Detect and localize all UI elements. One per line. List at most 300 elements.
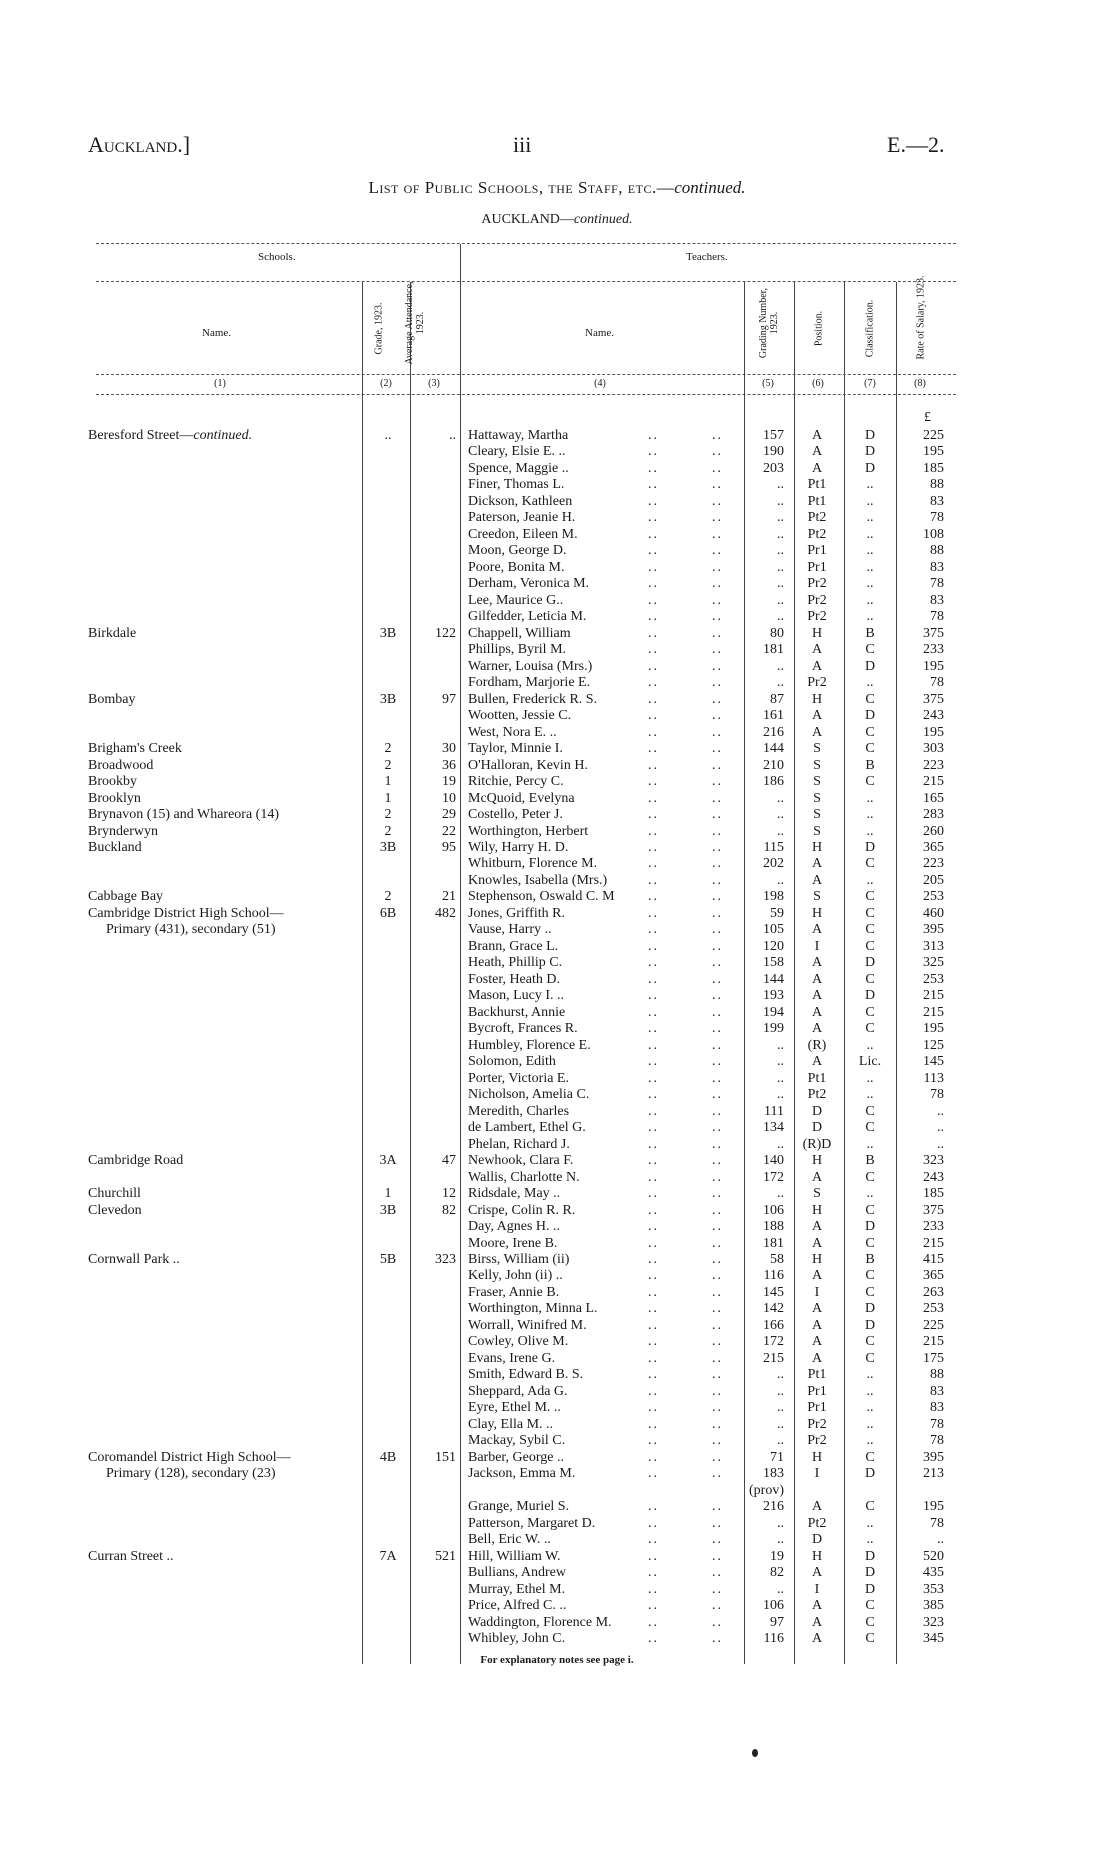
leader-dots: .. xyxy=(712,1070,723,1086)
col-number: (2) xyxy=(380,378,392,389)
position-cell: A xyxy=(811,1301,823,1317)
grade-cell: 1 xyxy=(384,774,392,790)
grading-cell: .. xyxy=(777,1383,784,1399)
leader-dots: .. xyxy=(648,1136,659,1152)
school-name: Curran Street .. xyxy=(88,1548,174,1564)
position-cell: (R) xyxy=(807,1037,827,1053)
leader-dots: .. xyxy=(648,905,659,921)
rate-cell: 323 xyxy=(923,1153,944,1169)
teacher-name: Heath, Phillip C. xyxy=(468,955,563,971)
rate-cell: 253 xyxy=(923,1301,944,1317)
leader-dots: .. xyxy=(712,1120,723,1136)
teacher-name: Fraser, Annie B. xyxy=(468,1284,560,1300)
leader-dots: .. xyxy=(648,1284,659,1300)
leader-dots: .. xyxy=(648,1169,659,1185)
grading-cell: 172 xyxy=(763,1334,784,1350)
table-row xyxy=(0,1005,1114,1021)
table-row xyxy=(0,1038,1114,1054)
table-row xyxy=(0,1153,1114,1169)
leader-dots: .. xyxy=(712,1054,723,1070)
table-row xyxy=(0,428,1114,444)
position-cell: A xyxy=(811,1169,823,1185)
grading-cell: .. xyxy=(777,576,784,592)
leader-dots: .. xyxy=(712,757,723,773)
table-row xyxy=(0,1466,1114,1482)
leader-dots: .. xyxy=(648,1268,659,1284)
grading-cell: 80 xyxy=(770,625,784,641)
classification-cell: C xyxy=(865,1021,875,1037)
rate-cell: 215 xyxy=(923,988,944,1004)
teacher-name: Evans, Irene G. xyxy=(468,1350,556,1366)
position-cell: H xyxy=(811,625,823,641)
classification-cell: .. xyxy=(866,526,874,542)
grading-cell: 210 xyxy=(763,757,784,773)
teacher-name: Whitburn, Florence M. xyxy=(468,856,598,872)
rate-cell: 375 xyxy=(923,625,944,641)
classification-cell: B xyxy=(865,625,875,641)
leader-dots: .. xyxy=(712,922,723,938)
classification-cell: C xyxy=(865,774,875,790)
position-cell: A xyxy=(811,922,823,938)
grading-cell: 71 xyxy=(770,1449,784,1465)
grading-cell: 58 xyxy=(770,1252,784,1267)
table-row xyxy=(0,494,1114,510)
classification-cell: C xyxy=(865,1268,875,1284)
leader-dots: .. xyxy=(648,543,659,559)
position-cell: A xyxy=(811,1054,823,1070)
rate-cell: .. xyxy=(937,1103,944,1119)
classification-cell: .. xyxy=(866,1532,874,1548)
classification-cell: D xyxy=(864,428,876,443)
classification-cell: C xyxy=(865,724,875,740)
classification-cell: D xyxy=(864,1317,876,1333)
leader-dots: .. xyxy=(648,1449,659,1465)
position-cell: Pr1 xyxy=(807,1400,827,1416)
leader-dots: .. xyxy=(712,1598,723,1614)
leader-dots: .. xyxy=(648,1301,659,1317)
position-cell: A xyxy=(811,1219,823,1235)
rate-cell: 233 xyxy=(923,1219,944,1235)
classification-cell: D xyxy=(864,444,876,460)
grading-cell: 157 xyxy=(763,428,784,443)
rate-cell: 253 xyxy=(923,971,944,987)
rate-cell: 233 xyxy=(923,642,944,658)
rate-cell: 225 xyxy=(923,1317,944,1333)
rate-cell: 323 xyxy=(923,1614,944,1630)
leader-dots: .. xyxy=(712,774,723,790)
leader-dots: .. xyxy=(712,1087,723,1103)
grading-cell: .. xyxy=(777,493,784,509)
leader-dots: .. xyxy=(712,1103,723,1119)
table-row xyxy=(0,939,1114,955)
col-number: (3) xyxy=(428,378,440,389)
rate-cell: 78 xyxy=(930,1087,944,1103)
table-row xyxy=(0,906,1114,922)
table-row xyxy=(0,1582,1114,1598)
leader-dots: .. xyxy=(648,823,659,839)
leader-dots: .. xyxy=(648,1334,659,1350)
leader-dots: .. xyxy=(648,1004,659,1020)
leader-dots: .. xyxy=(648,1235,659,1251)
rate-cell: 395 xyxy=(923,922,944,938)
grading-cell: 116 xyxy=(763,1631,784,1647)
position-cell: S xyxy=(813,741,821,757)
grading-cell: 181 xyxy=(763,642,784,658)
teacher-name: Dickson, Kathleen xyxy=(468,493,573,509)
classification-cell: B xyxy=(865,1153,875,1169)
leader-dots: .. xyxy=(648,1416,659,1432)
classification-cell: D xyxy=(864,708,876,724)
col-header-classification: Classification. xyxy=(864,299,876,358)
grading-cell: .. xyxy=(777,1037,784,1053)
grade-cell: 1 xyxy=(384,790,392,806)
leader-dots: .. xyxy=(712,609,723,625)
rate-cell: 253 xyxy=(923,889,944,905)
grading-cell: .. xyxy=(777,1532,784,1548)
position-cell: A xyxy=(811,856,823,872)
leader-dots: .. xyxy=(712,1153,723,1169)
grading-cell: 144 xyxy=(763,971,784,987)
teacher-name: Eyre, Ethel M. .. xyxy=(468,1400,561,1416)
rate-cell: 435 xyxy=(923,1565,944,1581)
leader-dots: .. xyxy=(712,1021,723,1037)
position-cell: H xyxy=(811,1153,823,1169)
grade-cell: 2 xyxy=(384,757,392,773)
grade-cell: 4B xyxy=(379,1449,397,1465)
classification-cell: .. xyxy=(866,1367,874,1383)
classification-cell: C xyxy=(865,1169,875,1185)
teacher-name: Worthington, Herbert xyxy=(468,823,589,839)
classification-cell: .. xyxy=(866,510,874,526)
leader-dots: .. xyxy=(648,1186,659,1202)
leader-dots: .. xyxy=(712,559,723,575)
rate-cell: 223 xyxy=(923,856,944,872)
rate-cell: 113 xyxy=(923,1070,944,1086)
grading-cell: .. xyxy=(777,526,784,542)
teacher-name: Hill, William W. xyxy=(468,1548,561,1564)
position-cell: A xyxy=(811,1317,823,1333)
teacher-name: Moon, George D. xyxy=(468,543,567,559)
table-row xyxy=(0,922,1114,938)
table-row xyxy=(0,1054,1114,1070)
grading-cell: 105 xyxy=(763,922,784,938)
footnote: For explanatory notes see page i. xyxy=(480,1654,634,1666)
leader-dots: .. xyxy=(648,807,659,823)
classification-cell: .. xyxy=(866,1037,874,1053)
school-name: Cambridge District High School— xyxy=(88,905,284,921)
leader-dots: .. xyxy=(648,625,659,641)
teacher-name: Warner, Louisa (Mrs.) xyxy=(468,658,593,674)
teacher-name: Kelly, John (ii) .. xyxy=(468,1268,563,1284)
rate-cell: 195 xyxy=(923,1021,944,1037)
table-row xyxy=(0,1021,1114,1037)
table-row xyxy=(0,659,1114,675)
position-cell: A xyxy=(811,460,823,476)
ink-spot xyxy=(752,1749,758,1757)
grading-cell: 190 xyxy=(763,444,784,460)
leader-dots: .. xyxy=(712,543,723,559)
col-header-attendance: Average Attendance, 1923. xyxy=(404,281,426,365)
table-row xyxy=(0,692,1114,708)
grading-cell: 161 xyxy=(763,708,784,724)
teacher-name: Mason, Lucy I. .. xyxy=(468,988,565,1004)
position-cell: (R)D xyxy=(802,1136,832,1152)
table-row xyxy=(0,1450,1114,1466)
leader-dots: .. xyxy=(648,955,659,971)
teacher-name: Barber, George .. xyxy=(468,1449,564,1465)
teacher-name: Clay, Ella M. .. xyxy=(468,1416,554,1432)
leader-dots: .. xyxy=(712,1268,723,1284)
position-cell: Pr1 xyxy=(807,559,827,575)
leader-dots: .. xyxy=(648,889,659,905)
teacher-name: Bullians, Andrew xyxy=(468,1565,566,1581)
teacher-name: Mackay, Sybil C. xyxy=(468,1433,566,1449)
position-cell: A xyxy=(811,1631,823,1647)
rate-cell: 215 xyxy=(923,1004,944,1020)
position-cell: Pr2 xyxy=(807,1433,827,1449)
grading-cell: 215 xyxy=(763,1350,784,1366)
grading-cell: .. xyxy=(777,592,784,608)
leader-dots: .. xyxy=(648,988,659,1004)
grading-cell: 172 xyxy=(763,1169,784,1185)
classification-cell: C xyxy=(865,1614,875,1630)
rate-cell: 243 xyxy=(923,708,944,724)
position-cell: S xyxy=(813,807,821,823)
teacher-name: Creedon, Eileen M. xyxy=(468,526,578,542)
grading-cell: 158 xyxy=(763,955,784,971)
table-row xyxy=(0,955,1114,971)
classification-cell: D xyxy=(864,840,876,855)
rate-cell: 83 xyxy=(930,592,944,608)
position-cell: A xyxy=(811,955,823,971)
grading-cell: 87 xyxy=(770,691,784,707)
leader-dots: .. xyxy=(712,576,723,592)
leader-dots: .. xyxy=(712,691,723,707)
position-cell: H xyxy=(811,1548,823,1564)
leader-dots: .. xyxy=(712,790,723,806)
col-header-rate: Rate of Salary, 1923. xyxy=(915,275,927,360)
grading-cell: .. xyxy=(777,658,784,674)
leader-dots: .. xyxy=(648,1532,659,1548)
col-number: (1) xyxy=(214,378,226,389)
classification-cell: .. xyxy=(866,1186,874,1202)
position-cell: Pt2 xyxy=(807,526,827,542)
grading-cell: 111 xyxy=(764,1103,784,1119)
table-row xyxy=(0,1219,1114,1235)
classification-cell: D xyxy=(864,460,876,476)
position-cell: H xyxy=(811,1202,823,1218)
classification-cell: C xyxy=(865,971,875,987)
grading-cell: 142 xyxy=(763,1301,784,1317)
teacher-name: Humbley, Florence E. xyxy=(468,1037,591,1053)
table-row xyxy=(0,1186,1114,1202)
rate-cell: 88 xyxy=(930,1367,944,1383)
leader-dots: .. xyxy=(648,757,659,773)
grading-cell: .. xyxy=(777,609,784,625)
table-row xyxy=(0,1268,1114,1284)
leader-dots: .. xyxy=(648,1202,659,1218)
grading-cell: .. xyxy=(777,1186,784,1202)
leader-dots: .. xyxy=(712,724,723,740)
teacher-name: Day, Agnes H. .. xyxy=(468,1219,561,1235)
leader-dots: .. xyxy=(712,1631,723,1647)
leader-dots: .. xyxy=(648,1350,659,1366)
rate-cell: 375 xyxy=(923,1202,944,1218)
leader-dots: .. xyxy=(712,905,723,921)
grade-cell: 3A xyxy=(379,1153,397,1169)
table-row xyxy=(0,510,1114,526)
classification-cell: C xyxy=(865,856,875,872)
grading-cell: 106 xyxy=(763,1202,784,1218)
position-cell: Pr1 xyxy=(807,543,827,559)
grade-cell: 1 xyxy=(384,1186,392,1202)
grading-cell: 116 xyxy=(763,1268,784,1284)
grading-cell: 19 xyxy=(770,1548,784,1564)
table-row xyxy=(0,1565,1114,1581)
leader-dots: .. xyxy=(648,526,659,542)
rate-cell: 195 xyxy=(923,444,944,460)
school-name: Primary (128), secondary (23) xyxy=(106,1466,276,1482)
teacher-name: Murray, Ethel M. xyxy=(468,1581,566,1597)
position-cell: A xyxy=(811,1004,823,1020)
grading-cell: 199 xyxy=(763,1021,784,1037)
position-cell: H xyxy=(811,905,823,921)
teacher-name: Bullen, Frederick R. S. xyxy=(468,691,598,707)
table-row xyxy=(0,675,1114,691)
table-row xyxy=(0,1598,1114,1614)
leader-dots: .. xyxy=(712,856,723,872)
classification-cell: C xyxy=(865,1103,875,1119)
position-cell: A xyxy=(811,708,823,724)
teacher-name: Paterson, Jeanie H. xyxy=(468,510,576,526)
position-cell: H xyxy=(811,1252,823,1267)
table-row xyxy=(0,1285,1114,1301)
classification-cell: D xyxy=(864,955,876,971)
teacher-name: Brann, Grace L. xyxy=(468,938,559,954)
table-row xyxy=(0,1071,1114,1087)
leader-dots: .. xyxy=(648,691,659,707)
rate-cell: 195 xyxy=(923,1499,944,1515)
table-row xyxy=(0,972,1114,988)
attendance-cell: 36 xyxy=(442,757,456,773)
attendance-cell: 151 xyxy=(435,1449,456,1465)
table-row xyxy=(0,889,1114,905)
teacher-name: Gilfedder, Leticia M. xyxy=(468,609,587,625)
leader-dots: .. xyxy=(648,1598,659,1614)
rate-cell: 460 xyxy=(923,905,944,921)
grading-cell: 115 xyxy=(763,840,784,855)
leader-dots: .. xyxy=(712,971,723,987)
rate-cell: 83 xyxy=(930,1383,944,1399)
rate-cell: 78 xyxy=(930,1433,944,1449)
leader-dots: .. xyxy=(648,1515,659,1531)
table-row xyxy=(0,824,1114,840)
leader-dots: .. xyxy=(648,1466,659,1482)
leader-dots: .. xyxy=(648,938,659,954)
document-code: E.—2. xyxy=(887,132,945,157)
table-row xyxy=(0,1236,1114,1252)
grading-cell: .. xyxy=(777,1581,784,1597)
teacher-name: Hattaway, Martha xyxy=(468,428,569,443)
position-cell: Pr2 xyxy=(807,592,827,608)
position-cell: Pr2 xyxy=(807,576,827,592)
grading-cell: .. xyxy=(777,1433,784,1449)
teacher-name: Price, Alfred C. .. xyxy=(468,1598,567,1614)
classification-cell: .. xyxy=(866,790,874,806)
table-row xyxy=(0,461,1114,477)
classification-cell: .. xyxy=(866,1515,874,1531)
grading-cell: 216 xyxy=(763,1499,784,1515)
classification-cell: D xyxy=(864,1466,876,1482)
grading-cell: 193 xyxy=(763,988,784,1004)
rate-cell: 78 xyxy=(930,510,944,526)
teacher-name: Lee, Maurice G.. xyxy=(468,592,564,608)
rate-cell: 353 xyxy=(923,1581,944,1597)
leader-dots: .. xyxy=(648,724,659,740)
rate-cell: 78 xyxy=(930,1416,944,1432)
leader-dots: .. xyxy=(648,1021,659,1037)
position-cell: A xyxy=(811,444,823,460)
grading-cell: .. xyxy=(777,790,784,806)
position-cell: A xyxy=(811,1614,823,1630)
teacher-name: Meredith, Charles xyxy=(468,1103,570,1119)
teacher-name: Wootten, Jessie C. xyxy=(468,708,572,724)
page-number: iii xyxy=(513,132,532,157)
table-row xyxy=(0,1400,1114,1416)
attendance-cell: .. xyxy=(449,428,456,443)
table-row xyxy=(0,626,1114,642)
leader-dots: .. xyxy=(712,493,723,509)
col-header-grading: Grading Number, 1923. xyxy=(758,287,780,359)
rate-cell: 185 xyxy=(923,460,944,476)
leader-dots: .. xyxy=(648,559,659,575)
grading-cell: 120 xyxy=(763,938,784,954)
leader-dots: .. xyxy=(712,460,723,476)
leader-dots: .. xyxy=(648,493,659,509)
table-row xyxy=(0,741,1114,757)
grading-cell: (prov) xyxy=(749,1482,784,1498)
attendance-cell: 30 xyxy=(442,741,456,757)
classification-cell: .. xyxy=(866,1070,874,1086)
leader-dots: .. xyxy=(712,1186,723,1202)
position-cell: D xyxy=(811,1532,823,1548)
grading-cell: .. xyxy=(777,1400,784,1416)
rate-cell: 165 xyxy=(923,790,944,806)
leader-dots: .. xyxy=(712,625,723,641)
position-cell: A xyxy=(811,642,823,658)
teacher-name: Patterson, Margaret D. xyxy=(468,1515,596,1531)
rate-cell: 263 xyxy=(923,1284,944,1300)
leader-dots: .. xyxy=(712,741,723,757)
col-header-teacher-name: Name. xyxy=(585,327,615,339)
leader-dots: .. xyxy=(648,592,659,608)
classification-cell: C xyxy=(865,642,875,658)
position-cell: A xyxy=(811,1268,823,1284)
leader-dots: .. xyxy=(712,988,723,1004)
table-row xyxy=(0,1104,1114,1120)
leader-dots: .. xyxy=(712,526,723,542)
leader-dots: .. xyxy=(648,1499,659,1515)
grading-cell: 183 xyxy=(763,1466,784,1482)
leader-dots: .. xyxy=(712,1202,723,1218)
teacher-name: Derham, Veronica M. xyxy=(468,576,590,592)
leader-dots: .. xyxy=(712,642,723,658)
grading-cell: 59 xyxy=(770,905,784,921)
grading-cell: 145 xyxy=(763,1284,784,1300)
rate-cell: 395 xyxy=(923,1449,944,1465)
position-cell: A xyxy=(811,1235,823,1251)
attendance-cell: 323 xyxy=(435,1252,456,1267)
